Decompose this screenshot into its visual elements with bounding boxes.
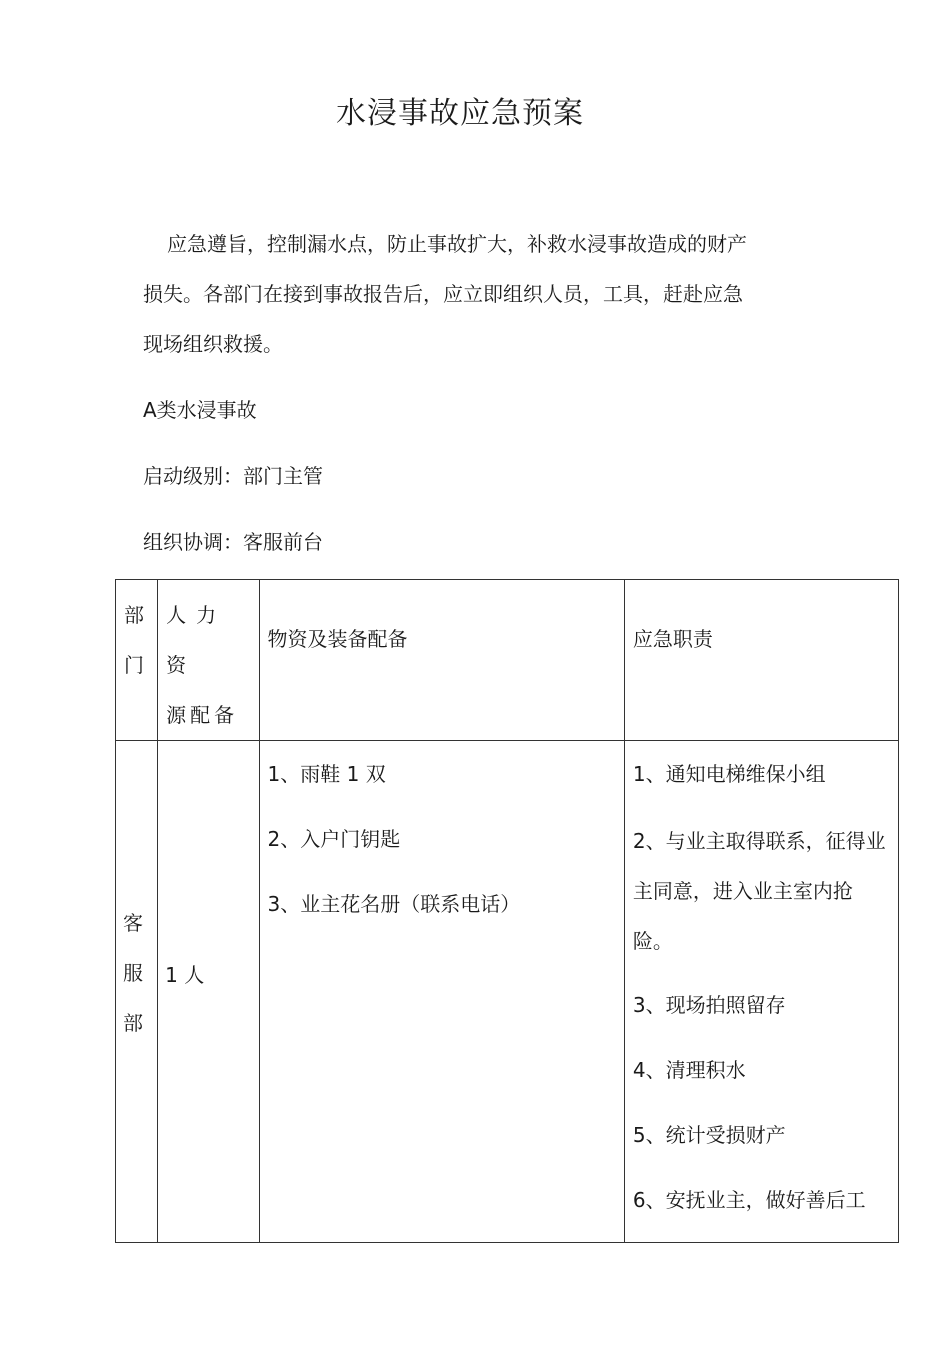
- cell-equipment: [259, 741, 624, 1243]
- header-equipment-label: 物资及装备配备: [267, 627, 408, 651]
- dept-char: 服: [123, 961, 143, 985]
- coordination: 组织协调：客服前台: [143, 530, 323, 554]
- list-item: 1、雨鞋 1 双: [267, 762, 386, 786]
- document-title: 水浸事故应急预案: [336, 96, 584, 131]
- list-item: 5、统计受损财产: [632, 1123, 786, 1147]
- dept-char: 部: [123, 1011, 143, 1035]
- list-item: 1、通知电梯维保小组: [632, 762, 826, 786]
- header-resources-bottom: 源配备: [166, 703, 239, 727]
- table-header-row: [116, 580, 899, 741]
- intro-line-1: 应急遵旨，控制漏水点，防止事故扩大，补救水浸事故造成的财产: [167, 232, 747, 256]
- list-item: 3、现场拍照留存: [632, 993, 786, 1017]
- header-duties: [624, 580, 898, 741]
- list-item: 3、业主花名册（联系电话）: [267, 892, 521, 916]
- header-equipment: [259, 580, 624, 741]
- list-item: 6、安抚业主，做好善后工: [632, 1188, 866, 1212]
- incident-category: A类水浸事故: [143, 398, 257, 422]
- header-department-top: 部: [124, 603, 144, 627]
- header-department-bottom: 门: [124, 653, 144, 677]
- header-department: [116, 580, 158, 741]
- header-resources: [158, 580, 259, 741]
- cell-department: [116, 741, 158, 1243]
- header-duties-label: 应急职责: [632, 627, 713, 651]
- dept-char: 客: [123, 911, 143, 935]
- people-count: 1 人: [165, 963, 205, 987]
- list-item: 2、与业主取得联系，征得业主同意，进入业主室内抢险。: [632, 829, 886, 953]
- header-resources-top: 人力资: [166, 603, 227, 677]
- table-row: [116, 741, 899, 1243]
- emergency-table: [115, 579, 899, 1243]
- cell-duties: [624, 741, 898, 1243]
- cell-people: [158, 741, 259, 1243]
- list-item: 4、清理积水: [632, 1058, 746, 1082]
- intro-line-3: 现场组织救援。: [143, 332, 283, 356]
- intro-line-2: 损失。各部门在接到事故报告后，应立即组织人员，工具，赶赴应急: [143, 282, 743, 306]
- list-item: 2、入户门钥匙: [267, 827, 401, 851]
- activation-level: 启动级别：部门主管: [143, 464, 323, 488]
